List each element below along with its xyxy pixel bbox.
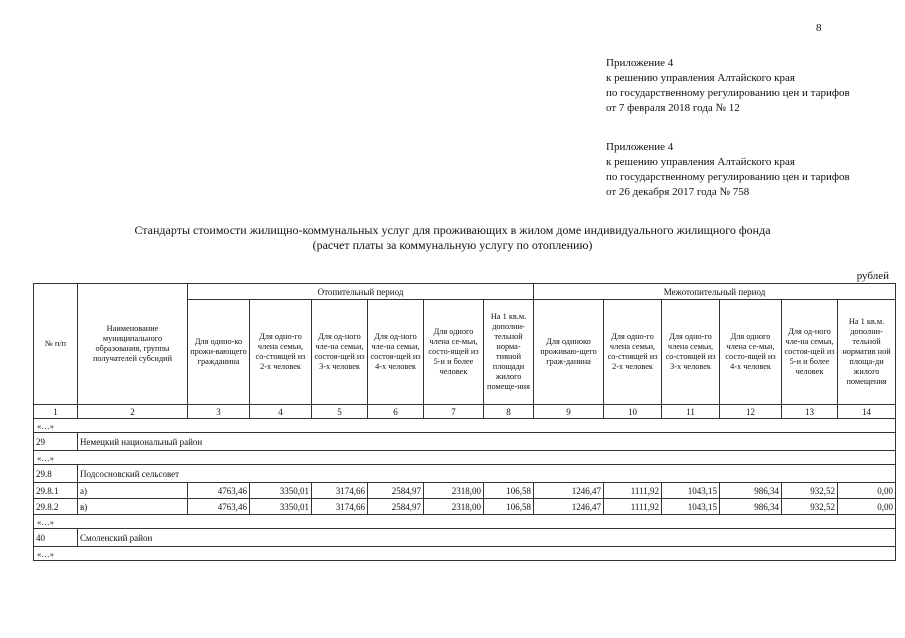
row-code: 29.8.1 <box>34 483 78 499</box>
ellipsis-row <box>34 451 896 465</box>
header-heating-col: Для одино-ко прожи-вающего гражданина <box>188 300 250 405</box>
value-cell: 2318,00 <box>424 499 484 515</box>
header-heating-col: Для одного члена се-мьи, состо-ящей из 5-и и более человек <box>424 300 484 405</box>
value-cell: 1111,92 <box>604 499 662 515</box>
ellipsis-mark: «…» <box>34 515 896 529</box>
row-code: 29.8.2 <box>34 499 78 515</box>
table-row-region <box>34 433 896 451</box>
row-code: 29 <box>34 433 78 451</box>
appendix-current-line: по государственному регулированию цен и тарифов <box>606 87 850 99</box>
value-cell: 0,00 <box>838 483 896 499</box>
header-group-heating: Отопительный период <box>188 284 534 300</box>
column-number: 11 <box>662 405 720 419</box>
ellipsis-mark: «…» <box>34 547 896 561</box>
value-cell: 932,52 <box>782 499 838 515</box>
header-interheating-col: Для одиноко проживаю-щего граж-данина <box>534 300 604 405</box>
table-row-council <box>34 465 896 483</box>
ellipsis-row <box>34 515 896 529</box>
value-cell: 1043,15 <box>662 483 720 499</box>
value-cell: 2318,00 <box>424 483 484 499</box>
column-number: 3 <box>188 405 250 419</box>
ellipsis-row <box>34 547 896 561</box>
header-heating-col: Для одно-го члена семьи, со-стоящей из 2-х человек <box>250 300 312 405</box>
value-cell: 2584,97 <box>368 499 424 515</box>
value-cell: 3174,66 <box>312 483 368 499</box>
column-number: 8 <box>484 405 534 419</box>
table-row <box>34 483 896 499</box>
row-code: 29.8 <box>34 465 78 483</box>
appendix-current-line: к решению управления Алтайского края <box>606 72 795 84</box>
value-cell: 3350,01 <box>250 483 312 499</box>
header-row-groups <box>34 284 896 300</box>
row-name: а) <box>78 483 188 499</box>
appendix-previous <box>606 140 850 200</box>
value-cell: 4763,46 <box>188 499 250 515</box>
title-line-2: (расчет платы за коммунальную услугу по отоплению) <box>312 238 593 252</box>
row-name: Смоленский район <box>78 529 896 547</box>
appendix-previous-line: от 26 декабря 2017 года № 758 <box>606 186 750 198</box>
column-number: 1 <box>34 405 78 419</box>
value-cell: 106,58 <box>484 499 534 515</box>
appendix-previous-line: Приложение 4 <box>606 141 674 153</box>
header-interheating-col: Для од-ного чле-на семьи, состоя-щей из 5-и и более человек <box>782 300 838 405</box>
header-interheating-col: Для одного члена се-мьи, состо-ящей из 4-х человек <box>720 300 782 405</box>
appendix-current-line: Приложение 4 <box>606 57 674 69</box>
value-cell: 106,58 <box>484 483 534 499</box>
appendix-current-line: от 7 февраля 2018 года № 12 <box>606 102 740 114</box>
title-line-1: Стандарты стоимости жилищно-коммунальных услуг для проживающих в жилом доме индивидуального жилищного фонда <box>134 223 771 237</box>
column-number: 10 <box>604 405 662 419</box>
value-cell: 1246,47 <box>534 483 604 499</box>
document-title <box>0 223 905 253</box>
column-number: 4 <box>250 405 312 419</box>
appendix-previous-line: по государственному регулированию цен и тарифов <box>606 171 850 183</box>
value-cell: 932,52 <box>782 483 838 499</box>
header-heating-col: На 1 кв.м. дополни-тельной норма-тивной площади жилого помеще-ния <box>484 300 534 405</box>
column-number: 5 <box>312 405 368 419</box>
column-number: 2 <box>78 405 188 419</box>
value-cell: 3350,01 <box>250 499 312 515</box>
value-cell: 1043,15 <box>662 499 720 515</box>
header-group-interheating: Межотопительный период <box>534 284 896 300</box>
header-interheating-col: Для одно-го члена семьи, со-стоящей из 3-х человек <box>662 300 720 405</box>
table-row <box>34 499 896 515</box>
value-cell: 3174,66 <box>312 499 368 515</box>
header-heating-col: Для од-ного чле-на семьи, состоя-щей из 4-х человек <box>368 300 424 405</box>
value-cell: 986,34 <box>720 499 782 515</box>
header-heating-col: Для од-ного чле-на семьи, состоя-щей из 3-х человек <box>312 300 368 405</box>
column-number: 9 <box>534 405 604 419</box>
value-cell: 1246,47 <box>534 499 604 515</box>
row-name: Немецкий национальный район <box>78 433 896 451</box>
column-number-row <box>34 405 896 419</box>
column-number: 13 <box>782 405 838 419</box>
header-interheating-col: На 1 кв.м. дополни-тельной норматив ной площа-ди жилого помещения <box>838 300 896 405</box>
ellipsis-mark: «…» <box>34 419 896 433</box>
row-name: Подсосновский сельсовет <box>78 465 896 483</box>
ellipsis-mark: «…» <box>34 451 896 465</box>
appendix-previous-line: к решению управления Алтайского края <box>606 156 795 168</box>
value-cell: 1111,92 <box>604 483 662 499</box>
column-number: 12 <box>720 405 782 419</box>
unit-label: рублей <box>856 270 889 282</box>
row-code: 40 <box>34 529 78 547</box>
value-cell: 2584,97 <box>368 483 424 499</box>
value-cell: 986,34 <box>720 483 782 499</box>
column-number: 14 <box>838 405 896 419</box>
ellipsis-row <box>34 419 896 433</box>
row-name: в) <box>78 499 188 515</box>
appendix-current <box>606 56 850 116</box>
header-interheating-col: Для одно-го члена семьи, со-стоящей из 2-х человек <box>604 300 662 405</box>
table-row-region <box>34 529 896 547</box>
value-cell: 4763,46 <box>188 483 250 499</box>
header-col-name: Наименование муниципального образования, группы получателей субсидий <box>78 284 188 405</box>
header-col-no: № п/п <box>34 284 78 405</box>
value-cell: 0,00 <box>838 499 896 515</box>
page-number: 8 <box>816 22 822 34</box>
tariff-table <box>33 283 896 561</box>
column-number: 6 <box>368 405 424 419</box>
column-number: 7 <box>424 405 484 419</box>
